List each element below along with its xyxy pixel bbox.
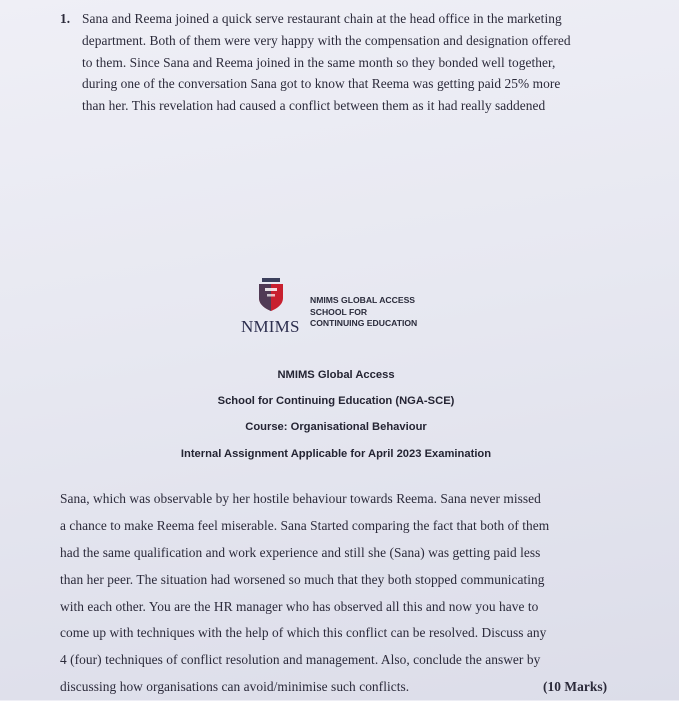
nmims-emblem-icon [256,278,286,314]
question-line: department. Both of them were very happy with the compensation and designation offered [82,32,571,48]
continuation-line: had the same qualification and work experience and still she (Sana) was getting paid less [60,544,541,560]
logo-line: CONTINUING EDUCATION [310,318,418,328]
continuation-paragraph [60,486,635,701]
question-paragraph [60,8,650,117]
logo-wordmark: NMIMS [241,317,300,336]
school-name: School for Continuing Education (NGA-SCE) [217,395,455,408]
continuation-line: come up with techniques with the help of which this conflict can be resolved. Discuss any [60,625,547,641]
course-name: Course: Organisational Behaviour [245,421,427,434]
continuation-line: 4 (four) techniques of conflict resolution and management. Also, conclude the answer by [60,652,541,668]
question-number: 1. [60,11,71,26]
continuation-line: a chance to make Reema feel miserable. Sana Started comparing the fact that both of them [60,517,550,533]
question-line: 1. Sana and Reema joined a quick serve restaurant chain at the head office in the marketing [60,8,650,30]
continuation-line: discussing how organisations can avoid/minimise such conflicts. (10 Marks) [60,674,635,701]
continuation-line: than her peer. The situation had worsened so much that they both stopped communicating [60,571,545,587]
logo-line: SCHOOL FOR [310,306,368,317]
assignment-header [100,365,572,470]
assignment-title: Internal Assignment Applicable for April 2023 Examination [180,447,492,460]
continuation-line: Sana, which was observable by her hostile behaviour towards Reema. Sana never missed [60,491,541,506]
question-line: than her. This revelation had caused a conflict between them as it had really saddened [82,98,546,114]
continuation-line: with each other. You are the HR manager who has observed all this and now you have to [60,598,539,614]
question-line: to them. Since Sana and Reema joined in the same month so they bonded well together, [82,54,556,70]
marks-label: (10 Marks) [543,679,608,695]
nmims-logo [238,278,448,340]
question-line: during one of the conversation Sana got to know that Reema was getting paid 25% more [82,76,561,92]
institution-name: NMIMS Global Access [277,369,395,381]
logo-text [310,295,417,330]
logo-line: NMIMS GLOBAL ACCESS [310,295,416,305]
